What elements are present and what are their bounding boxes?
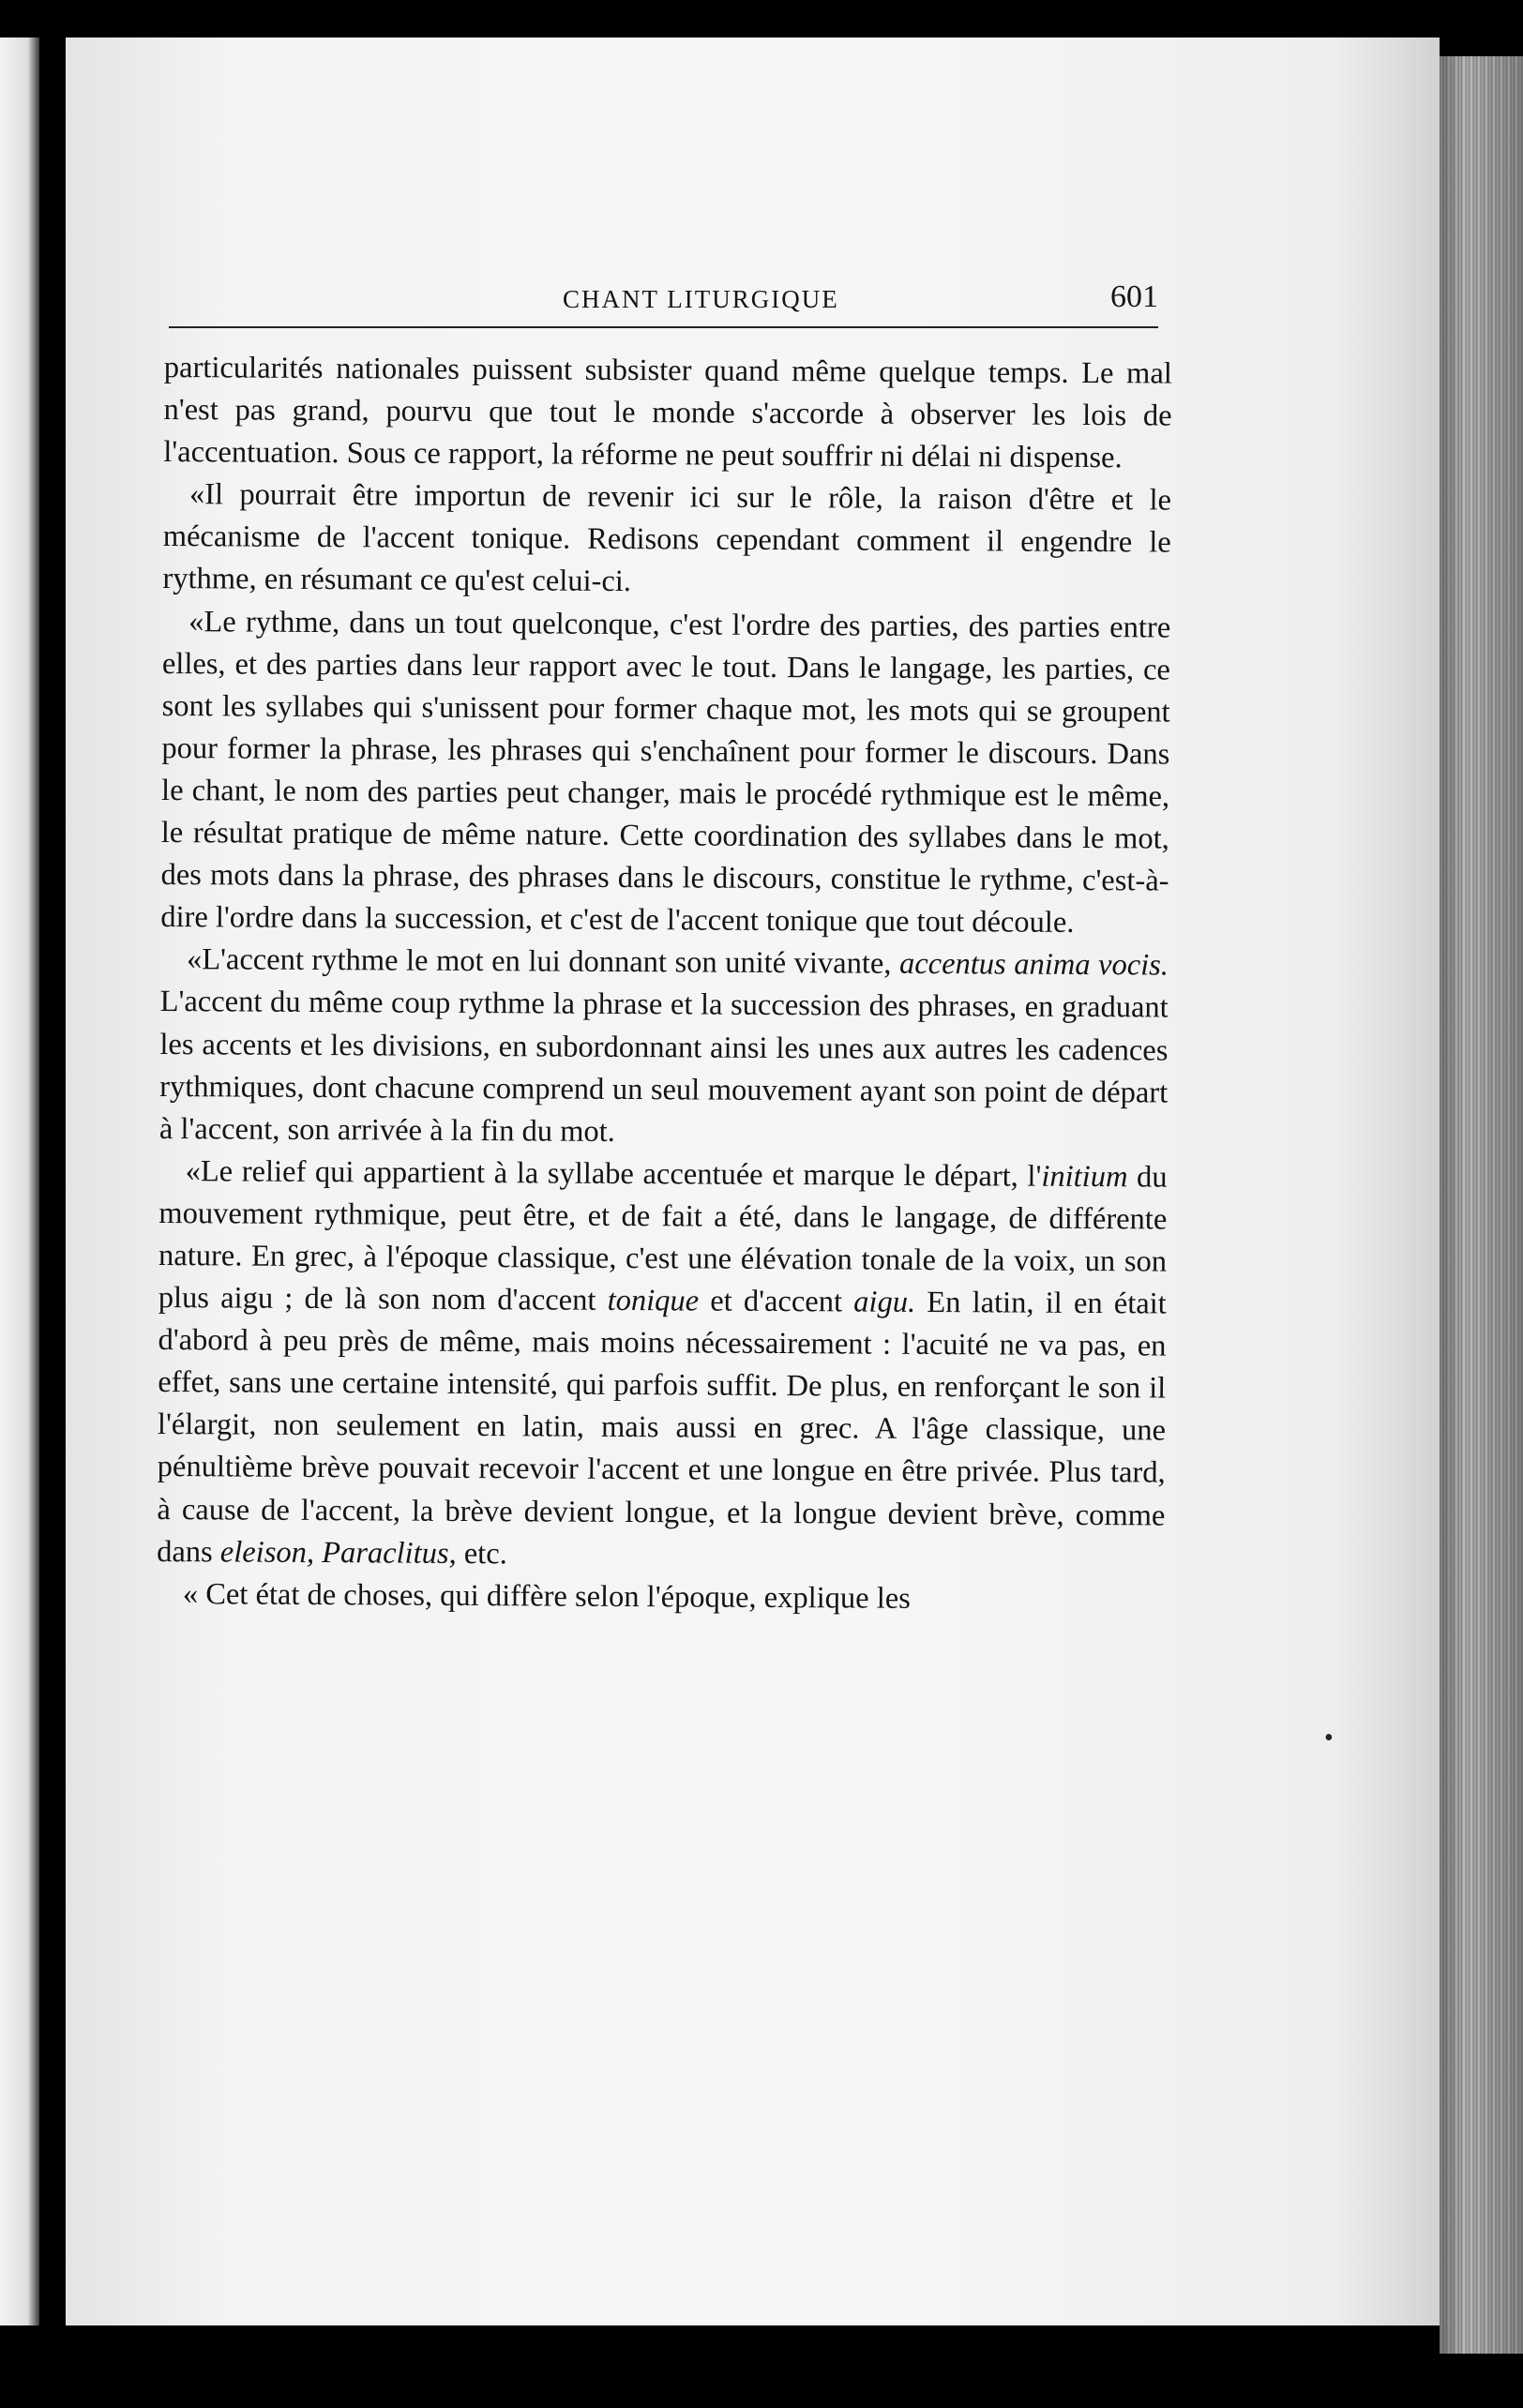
paragraph-5-examples: eleison, Paraclitus, bbox=[219, 1535, 457, 1571]
facing-page-edge bbox=[0, 38, 39, 2325]
paragraph-4-latin-phrase: accentus anima vocis. bbox=[898, 947, 1169, 983]
paragraph-5-part-c: du mouvement rythmique, peut être, et de fait a été, dans le langage, de différente nature. En grec, à l'époque classique, c'est une élévation tonale de la voix, un son plus aigu ; de là son nom d'accent bbox=[158, 1160, 1168, 1317]
paragraph-2: «Il pourrait être importun de revenir ici sur le rôle, la raison d'être et le mécanisme de l'accent tonique. Redisons cependant comment il engendre le rythme, en résumant ce qu'est celui-ci. bbox=[162, 477, 1172, 599]
paragraph-4-lead: «L'accent rythme le mot en lui donnant son unité vivante, bbox=[186, 942, 900, 982]
body-text bbox=[157, 347, 1172, 1621]
paragraph-5-part-e: et d'accent bbox=[699, 1284, 854, 1319]
header-rule bbox=[169, 326, 1158, 328]
paragraph-6: « Cet état de choses, qui diffère selon l'époque, explique les bbox=[182, 1576, 911, 1616]
running-title: CHANT LITURGIQUE bbox=[563, 285, 839, 313]
paragraph-3: «Le rythme, dans un tout quelconque, c'est l'ordre des parties, des parties entre elles, et des parties dans leur rapport avec le tout. Dans le langage, les parties, ce sont les syllabes qui s'unissent pour former chaque mot, les mots qui se groupent pour former la phrase, les phrases qui s'enchaînent pour former le discours. Dans le chant, le nom des parties peut changer, mais le procédé rythmique est le même, le résultat pratique de même nature. Cette coordination des syllabes dans le mot, des mots dans la phrase, des phrases dans le discours, constitue le rythme, c'est-à-dire l'ordre dans la succession, et c'est de l'accent tonique que tout découle. bbox=[160, 604, 1171, 941]
paragraph-5 bbox=[157, 1151, 1168, 1579]
paragraph-5-part-g: En latin, il en était d'abord à peu près de même, mais moins nécessairement : l'acuité ne va pas, en effet, sans une certaine intensité, qui parfois suffit. De plus, en renforçant le son il l'élargit, non seulement en latin, mais aussi en grec. A l'âge classique, une pénultième brève pouvait recevoir l'accent et une longue en être privée. Plus tard, à cause de l'accent, la brève devient longue, et la longue devient brève, comme dans bbox=[157, 1285, 1167, 1570]
paragraph-5-tonique: tonique bbox=[607, 1283, 700, 1318]
paragraph-5-initium: initium bbox=[1041, 1159, 1128, 1195]
page-number: 601 bbox=[1110, 279, 1158, 314]
page-stack-edges bbox=[1440, 56, 1523, 2354]
page-header bbox=[169, 281, 1158, 319]
paragraph-4 bbox=[159, 939, 1169, 1156]
paragraph-5-part-i: etc. bbox=[456, 1536, 507, 1571]
book-page bbox=[66, 38, 1440, 2325]
paragraph-5-aigu: aigu. bbox=[853, 1285, 916, 1319]
paragraph-1: particularités nationales puissent subsister quand même quelque temps. Le mal n'est pas grand, pourvu que tout le monde s'accorde à observer les lois de l'accentuation. Sous ce rapport, la réforme ne peut souffrir ni délai ni dispense. bbox=[163, 350, 1172, 475]
paragraph-5-part-a: «Le relief qui appartient à la syllabe accentuée et marque le départ, l' bbox=[185, 1153, 1042, 1194]
paragraph-4-rest: L'accent du même coup rythme la phrase et la succession des phrases, en graduant les accents et les divisions, en subordonnant ainsi les unes aux autres les cadences rythmiques, dont chacune comprend un seul mouvement ayant son point de départ à l'accent, son arrivée à la fin du mot. bbox=[158, 985, 1169, 1149]
ink-dot-mark: • bbox=[1324, 1723, 1334, 1753]
